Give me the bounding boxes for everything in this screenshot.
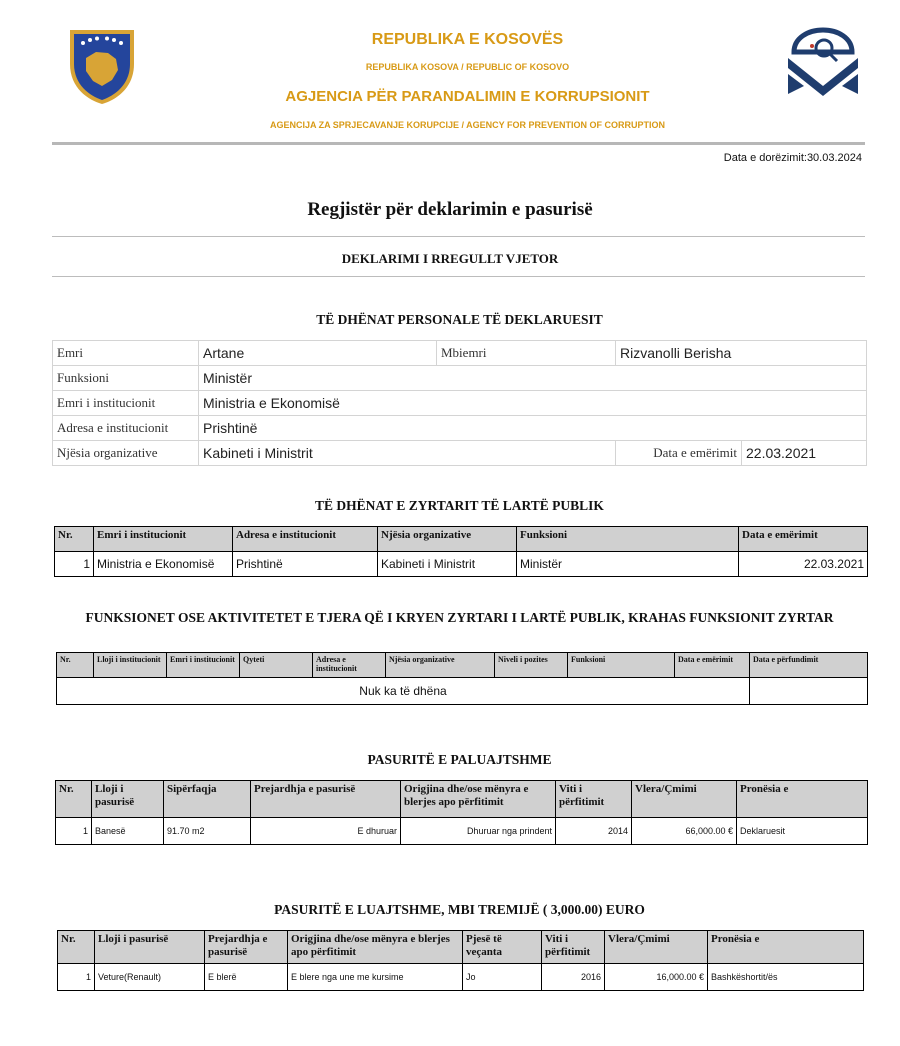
official-data-heading: TË DHËNAT E ZYRTARIT TË LARTË PUBLIK: [315, 498, 604, 513]
movable-property-table: [57, 930, 864, 991]
title-divider: [52, 236, 865, 237]
table-cell: Banesë: [92, 818, 164, 845]
column-header: Emri i institucionit: [94, 527, 233, 552]
table-row: [57, 678, 868, 705]
agency-subtitle: AGENCIJA ZA SPRJECAVANJE KORUPCIJE / AGENCY FOR PREVENTION OF CORRUPTION: [269, 120, 666, 130]
other-functions-table: [56, 652, 868, 705]
submission-date: Data e dorëzimit:30.03.2024: [723, 152, 862, 164]
personal-data-table: [52, 340, 867, 466]
column-header: Data e përfundimit: [750, 653, 868, 678]
column-header: Vlera/Çmimi: [605, 931, 708, 964]
table-cell: [750, 678, 868, 705]
table-cell: 2014: [556, 818, 632, 845]
page-title: Regjistër për deklarimin e pasurisë: [307, 199, 593, 220]
table-row: [58, 964, 864, 991]
table-cell: Ministër: [517, 552, 739, 577]
column-header: Data e emërimit: [739, 527, 868, 552]
table-header-row: [57, 653, 868, 678]
table-cell: Prishtinë: [233, 552, 378, 577]
function-value: Ministër: [199, 366, 867, 391]
column-header: Nr.: [58, 931, 95, 964]
column-header: Adresa e institucionit: [233, 527, 378, 552]
empty-message: Nuk ka të dhëna: [57, 678, 750, 705]
table-cell: 2016: [542, 964, 605, 991]
column-header: Pjesë të veçanta: [463, 931, 542, 964]
header-divider: [52, 142, 865, 145]
table-header-row: [56, 781, 868, 818]
last-name-label: Mbiemri: [437, 341, 616, 366]
appointment-label: Data e emërimit: [616, 441, 742, 466]
table-cell: 16,000.00 €: [605, 964, 708, 991]
table-cell: 1: [55, 552, 94, 577]
table-header-row: [55, 527, 868, 552]
column-header: Funksioni: [517, 527, 739, 552]
immovable-property-heading: PASURITË E PALUAJTSHME: [367, 752, 552, 767]
address-value: Prishtinë: [199, 416, 867, 441]
unit-value: Kabineti i Ministrit: [199, 441, 616, 466]
table-cell: 91.70 m2: [164, 818, 251, 845]
table-cell: Jo: [463, 964, 542, 991]
table-cell: Ministria e Ekonomisë: [94, 552, 233, 577]
column-header: Viti i përfitimit: [542, 931, 605, 964]
column-header: Funksioni: [568, 653, 675, 678]
institution-label: Emri i institucionit: [53, 391, 199, 416]
column-header: Nr.: [57, 653, 94, 678]
last-name-value: Rizvanolli Berisha: [616, 341, 867, 366]
unit-label: Njësia organizative: [53, 441, 199, 466]
table-cell: Veture(Renault): [95, 964, 205, 991]
column-header: Prejardhja e pasurisë: [205, 931, 288, 964]
column-header: Emri i institucionit: [167, 653, 240, 678]
anti-corruption-agency-logo: [780, 24, 866, 106]
table-cell: 1: [56, 818, 92, 845]
official-data-table: [54, 526, 868, 577]
republic-title: REPUBLIKA E KOSOVËS: [371, 31, 564, 48]
column-header: Nr.: [56, 781, 92, 818]
table-cell: E dhuruar: [251, 818, 401, 845]
table-header-row: [58, 931, 864, 964]
table-row: [56, 818, 868, 845]
kosovo-coat-of-arms-logo: [66, 26, 138, 106]
first-name-label: Emri: [53, 341, 199, 366]
table-cell: 1: [58, 964, 95, 991]
republic-subtitle: REPUBLIKA KOSOVA / REPUBLIC OF KOSOVO: [365, 62, 570, 72]
address-label: Adresa e institucionit: [53, 416, 199, 441]
table-cell: 22.03.2021: [739, 552, 868, 577]
table-cell: E blere nga une me kursime: [288, 964, 463, 991]
table-cell: 66,000.00 €: [632, 818, 737, 845]
column-header: Njësia organizative: [386, 653, 495, 678]
institution-value: Ministria e Ekonomisë: [199, 391, 867, 416]
column-header: Njësia organizative: [378, 527, 517, 552]
column-header: Data e emërimit: [675, 653, 750, 678]
column-header: Viti i përfitimit: [556, 781, 632, 818]
column-header: Origjina dhe/ose mënyra e blerjes apo përfitimit: [401, 781, 556, 818]
function-label: Funksioni: [53, 366, 199, 391]
agency-title: AGJENCIA PËR PARANDALIMIN E KORRUPSIONIT: [285, 88, 650, 105]
appointment-value: 22.03.2021: [742, 441, 867, 466]
column-header: Lloji i pasurisë: [92, 781, 164, 818]
column-header: Nr.: [55, 527, 94, 552]
first-name-value: Artane: [199, 341, 437, 366]
column-header: Qyteti: [240, 653, 313, 678]
declaration-type: DEKLARIMI I RREGULLT VJETOR: [341, 251, 559, 266]
table-cell: E blerë: [205, 964, 288, 991]
column-header: Pronësia e: [737, 781, 868, 818]
table-cell: Kabineti i Ministrit: [378, 552, 517, 577]
column-header: Vlera/Çmimi: [632, 781, 737, 818]
table-row: [55, 552, 868, 577]
column-header: Origjina dhe/ose mënyra e blerjes apo përfitimit: [288, 931, 463, 964]
personal-data-heading: TË DHËNAT PERSONALE TË DEKLARUESIT: [316, 312, 603, 327]
column-header: Lloji i institucionit: [94, 653, 167, 678]
subtitle-divider: [52, 276, 865, 277]
column-header: Sipërfaqja: [164, 781, 251, 818]
column-header: Prejardhja e pasurisë: [251, 781, 401, 818]
table-cell: Dhuruar nga prindent: [401, 818, 556, 845]
column-header: Adresa e institucionit: [313, 653, 386, 678]
other-functions-heading: FUNKSIONET OSE AKTIVITETET E TJERA QË I KRYEN ZYRTARI I LARTË PUBLIK, KRAHAS FUNKSIONIT ZYRTAR: [85, 610, 834, 625]
movable-property-heading: PASURITË E LUAJTSHME, MBI TREMIJË ( 3,000.00) EURO: [274, 902, 645, 917]
table-cell: Bashkëshortit/ës: [708, 964, 864, 991]
column-header: Niveli i pozites: [495, 653, 568, 678]
column-header: Lloji i pasurisë: [95, 931, 205, 964]
immovable-property-table: [55, 780, 868, 845]
table-cell: Deklaruesit: [737, 818, 868, 845]
column-header: Pronësia e: [708, 931, 864, 964]
